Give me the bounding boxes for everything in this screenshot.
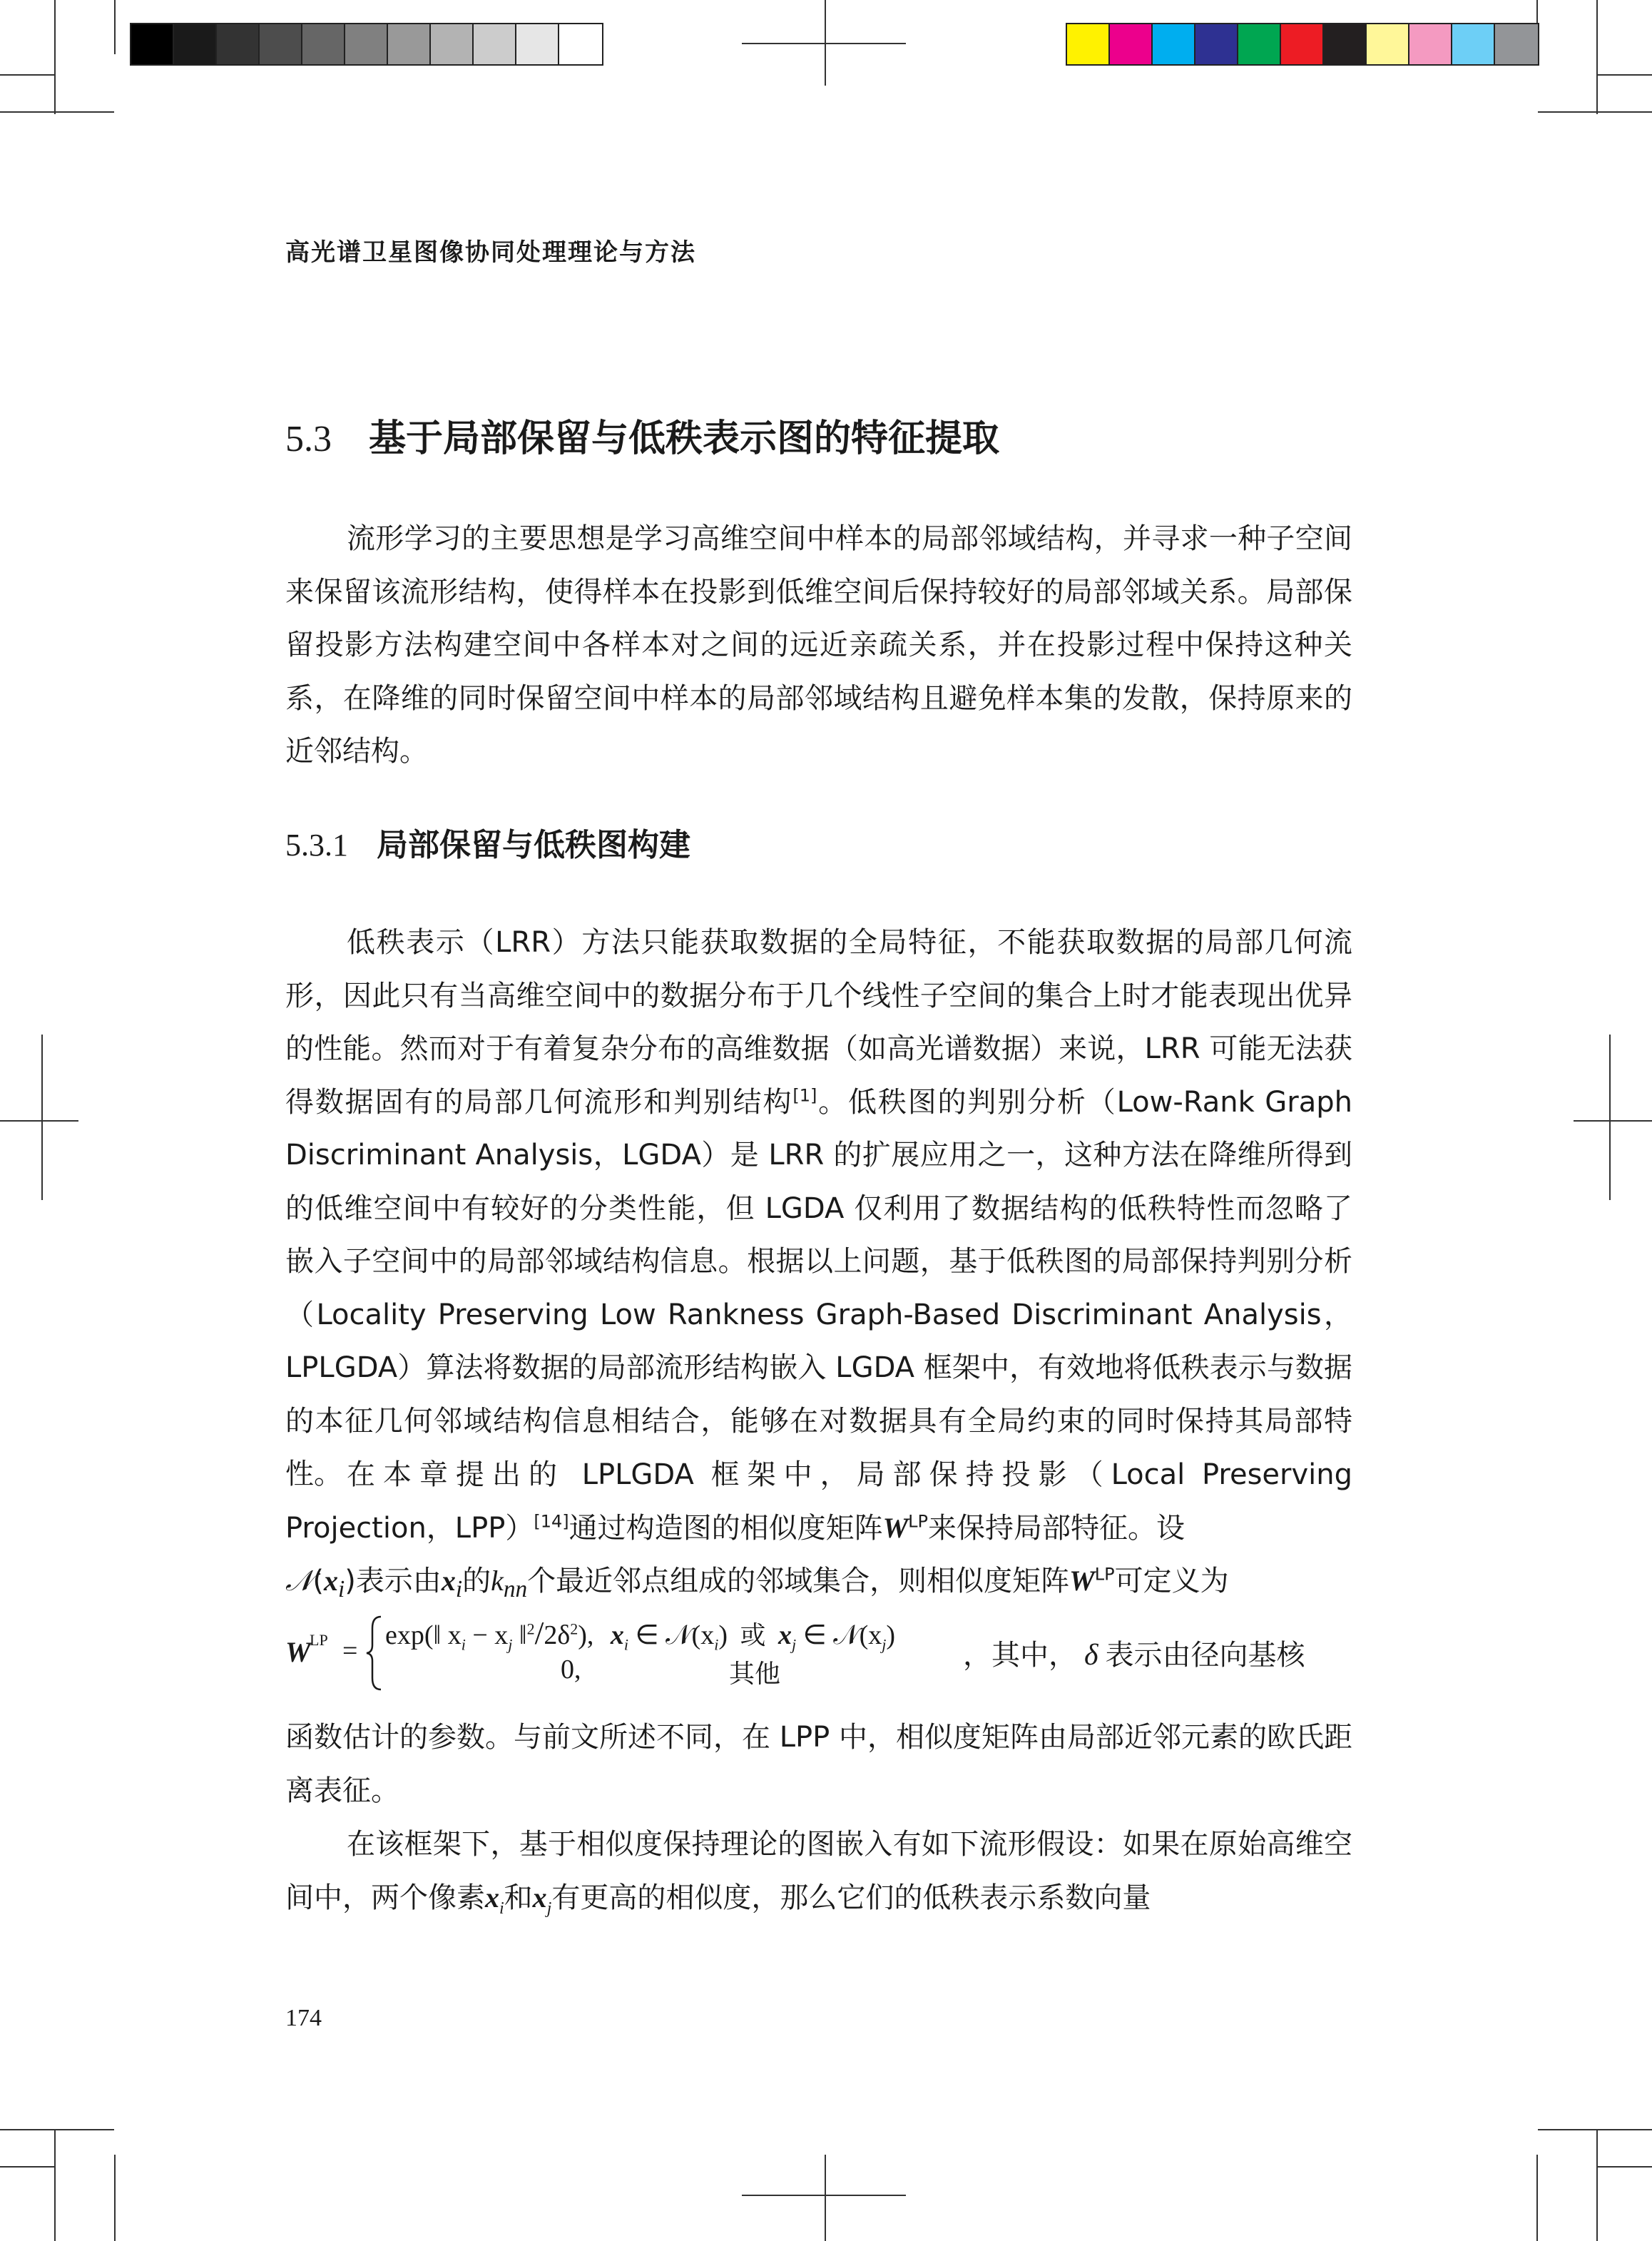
formula-in2: ∈ 𝒩(x — [796, 1620, 882, 1650]
formula-lhs-sup: LP — [310, 1631, 328, 1649]
formula-case2-condition: 其他 — [729, 1660, 781, 1689]
color-swatch-6 — [1281, 24, 1324, 64]
formula-after: ，其中， — [963, 1639, 1077, 1672]
paragraph-lpp-part1: 在本章提出的 LPLGDA 框架中，局部保持投影（Local Preserving Projection，LPP） — [285, 1458, 1352, 1545]
formula-j: j — [508, 1635, 513, 1654]
gray-swatch-7 — [388, 24, 431, 64]
color-swatch-3 — [1153, 24, 1195, 64]
crop-mark-tr-h — [1598, 74, 1652, 76]
formula-cond-x: x — [610, 1620, 624, 1650]
formula-norm: ‖ — [512, 1620, 527, 1650]
color-swatch-9 — [1409, 24, 1452, 64]
crop-mark-right-mid-h — [1574, 1120, 1652, 1122]
paragraph-lrr-part2: 。低秩图的判别分析（Low-Rank Graph Discriminant Analysis，LGDA）是 LRR 的扩展应用之一，这种方法在降维所得到的低维空间中有较好的分类性能，但 LGDA 仅利用了数据结构的低秩特性而忽略了嵌入子空间中的局部邻域结构信息。根据以上问题，基于低秩图的局部保持判别分析（Locality Preserving Low Rankness Graph-Based Discriminant Analysis，LPLGDA）算法将数据的局部流形结构嵌入 LGDA 框架中，有效地将低秩表示与数据的本征几何邻域结构信息相结合，能够在对数据具有全局约束的同时保持其局部特性。 — [285, 1085, 1352, 1490]
symbol-N: 𝒩 — [285, 1565, 313, 1597]
formula-i: i — [461, 1635, 466, 1654]
formula-exp: exp(‖ x — [385, 1620, 462, 1650]
page-number: 174 — [285, 2005, 322, 2031]
symbol-k-sub: nn — [503, 1576, 528, 1602]
crop-mark-top-center-h — [742, 43, 906, 44]
subsection-title — [285, 819, 690, 865]
color-swatch-7 — [1324, 24, 1367, 64]
formula-cond-i: i — [623, 1635, 629, 1654]
formula-case2-value: 0, — [561, 1655, 581, 1684]
paragraph-lpp-part3: 来保持局部特征。设 — [928, 1511, 1186, 1545]
color-calibration-bar — [1066, 23, 1539, 66]
crop-mark-bl-v2 — [54, 2129, 56, 2241]
symbol-k: k — [491, 1565, 504, 1597]
crop-mark-br-h — [1538, 2129, 1652, 2130]
formula-minus: − x — [465, 1620, 509, 1650]
gray-swatch-1 — [131, 24, 174, 64]
symbol-W: W — [882, 1511, 909, 1544]
crop-mark-left-mid-h — [0, 1120, 78, 1122]
citation-1: [1] — [792, 1085, 817, 1106]
color-swatch-5 — [1238, 24, 1281, 64]
intro-paragraph: 流形学习的主要思想是学习高维空间中样本的局部邻域结构，并寻求一种子空间来保留该流形结构，使得样本在投影到低维空间后保持较好的局部邻域关系。局部保留投影方法构建空间中各样本对之间的远近亲疏关系，并在投影过程中保持这种关系，在降维的同时保留空间中样本的局部邻域结构且避免样本集的发散，保持原来的近邻结构。 — [285, 522, 1352, 768]
formula-2delta: 2δ — [544, 1620, 571, 1650]
formula-slash: / — [534, 1615, 544, 1651]
paragraph-manifold-part2: 有更高的相似度，那么它们的低秩表示系数向量 — [551, 1881, 1151, 1914]
color-swatch-10 — [1452, 24, 1495, 64]
section-number: 5.3 — [285, 419, 332, 459]
paragraph-lrr-part1: 低秩表示（LRR）方法只能获取数据的全局特征，不能获取数据的局部几何流形，因此只有当高维空间中的数据分布于几个线性子空间的集合上时才能表现出优异的性能。然而对于有着复杂分布的高维数据（如高光谱数据）来说，LRR 可能无法获得数据固有的局部几何流形和判别结构 — [285, 926, 1352, 1119]
formula-trailing-text — [963, 1632, 1305, 1673]
symbol-x: x — [323, 1565, 338, 1597]
symbol-W-sup: LP — [908, 1511, 929, 1532]
formula-after2: 表示由径向基核 — [1105, 1639, 1305, 1672]
color-swatch-11 — [1495, 24, 1538, 64]
gray-swatch-8 — [431, 24, 474, 64]
crop-mark-tl-h — [0, 74, 54, 76]
symbol-x-j: x — [532, 1881, 547, 1914]
formula-in-i: i — [714, 1635, 719, 1654]
crop-mark-bl-h2 — [0, 2166, 54, 2168]
paragraph-lpp-part2: 通过构造图的相似度矩阵 — [568, 1511, 883, 1545]
gray-swatch-2 — [174, 24, 217, 64]
formula-paren2: ) — [886, 1620, 896, 1650]
gray-swatch-3 — [217, 24, 260, 64]
paragraph-lpp-part5: 个最近邻点组成的邻域集合，则相似度矩阵 — [527, 1565, 1070, 1597]
crop-mark-bl-h — [0, 2129, 114, 2130]
citation-14: [14] — [534, 1511, 569, 1532]
similarity-formula — [285, 1614, 1352, 1692]
formula-cond-x2: x — [778, 1620, 792, 1650]
formula-close: ), — [578, 1620, 594, 1650]
crop-mark-top-center-v — [825, 0, 826, 86]
gray-swatch-11 — [559, 24, 602, 64]
color-swatch-8 — [1367, 24, 1409, 64]
crop-mark-tl-h2 — [0, 111, 114, 113]
crop-mark-tl-v — [114, 0, 116, 54]
crop-mark-right-mid-v — [1609, 1035, 1611, 1200]
formula-eq: = — [342, 1636, 358, 1666]
formula-in: ∈ 𝒩(x — [628, 1620, 715, 1650]
paragraph-lrr — [285, 916, 1352, 1501]
crop-mark-br-h2 — [1598, 2166, 1652, 2168]
grayscale-calibration-bar — [130, 23, 603, 66]
color-swatch-4 — [1195, 24, 1238, 64]
formula-delta-sq: 2 — [570, 1620, 578, 1638]
formula-sq: 2 — [526, 1620, 535, 1638]
formula-brace — [364, 1614, 385, 1692]
section-title-text: 基于局部保留与低秩表示图的特征提取 — [369, 417, 1000, 460]
symbol-x-i-sub: i — [499, 1899, 504, 1918]
subsection-title-text: 局部保留与低秩图构建 — [377, 827, 690, 863]
crop-mark-tr-h2 — [1538, 111, 1652, 113]
formula-or: 或 — [740, 1621, 766, 1650]
paragraph-lpp-part4: 表示由 — [355, 1565, 442, 1597]
section-title — [285, 408, 999, 462]
color-swatch-2 — [1110, 24, 1153, 64]
crop-mark-bottom-center-v — [825, 2155, 826, 2241]
crop-mark-bottom-center-h — [742, 2195, 906, 2196]
gray-swatch-4 — [260, 24, 302, 64]
formula-cond-j: j — [792, 1635, 797, 1654]
crop-mark-br-v2 — [1596, 2129, 1598, 2241]
crop-mark-br-v — [1536, 2155, 1538, 2241]
formula-lhs: W — [285, 1636, 311, 1668]
crop-mark-left-mid-v — [41, 1035, 43, 1200]
crop-mark-tl-v2 — [54, 0, 56, 114]
formula-paren: ) — [718, 1620, 728, 1650]
formula-in-j: j — [882, 1635, 887, 1654]
gray-swatch-5 — [302, 24, 345, 64]
paragraph-manifold-part1: 在该框架下，基于相似度保持理论的图嵌入有如下流形假设：如果在原始高维空间中，两个像素 — [285, 1828, 1352, 1914]
paragraph-manifold-and: 和 — [504, 1881, 533, 1914]
symbol-W2: W — [1069, 1565, 1095, 1597]
gray-swatch-6 — [345, 24, 388, 64]
running-title: 高光谱卫星图像协同处理理论与方法 — [285, 238, 696, 267]
crop-mark-tr-v2 — [1596, 0, 1598, 114]
crop-mark-bl-v — [114, 2155, 116, 2241]
formula-case1 — [385, 1614, 895, 1655]
symbol-xi-sub: i — [455, 1576, 463, 1602]
symbol-W2-sup: LP — [1094, 1564, 1115, 1585]
symbol-i: i — [337, 1576, 345, 1602]
symbol-xi: x — [441, 1565, 456, 1597]
symbol-x-i: x — [485, 1881, 499, 1914]
paragraph-manifold-assumption — [285, 1818, 1352, 1935]
symbol-x-j-sub: j — [546, 1899, 552, 1918]
gray-swatch-10 — [516, 24, 559, 64]
paragraph-lpp-part6: 可定义为 — [1114, 1565, 1229, 1597]
formula-delta: δ — [1084, 1639, 1098, 1672]
paragraph-lpp-distance: 函数估计的参数。与前文所述不同，在 LPP 中，相似度矩阵由局部近邻元素的欧氏距离表征。 — [285, 1721, 1352, 1807]
gray-swatch-9 — [474, 24, 516, 64]
color-swatch-1 — [1067, 24, 1110, 64]
subsection-number: 5.3.1 — [285, 828, 348, 863]
paragraph-lpp: 在本章提出的 LPLGDA 框架中，局部保持投影（Local Preserving Projection，LPP）[14]通过构造图的相似度矩阵$W^{LP}$来保持局部特征。设 $𝒩(x_i)$表示由$x_i$的$k_{nn}$个最近邻点组成的邻域集合，则相似度矩阵$W^{LP}$可定义为 — [285, 1458, 1352, 1602]
